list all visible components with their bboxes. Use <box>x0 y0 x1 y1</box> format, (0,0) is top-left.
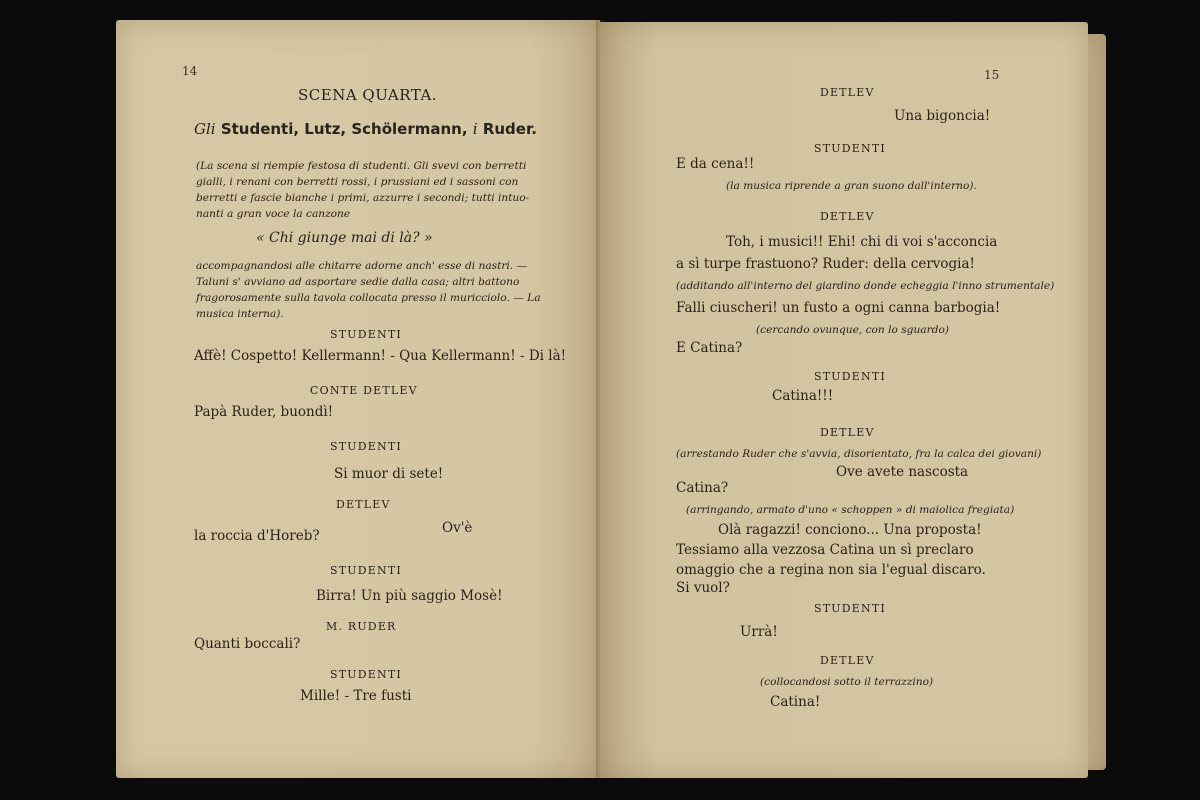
dialogue-line: E da cena!! <box>676 156 755 172</box>
dialogue-line: la roccia d'Horeb? <box>194 528 320 544</box>
dialogue-line: Quanti boccali? <box>194 636 301 652</box>
stage-direction: (cercando ovunque, con lo sguardo) <box>756 324 949 336</box>
dialogue-line: E Catina? <box>676 340 743 356</box>
speaker-name: DETLEV <box>820 210 875 223</box>
dialogue-line: Si muor di sete! <box>334 466 444 482</box>
scene-title: SCENA QUARTA. <box>298 86 438 104</box>
speaker-name: STUDENTI <box>330 564 402 577</box>
dialogue-line: omaggio che a regina non sia l'egual discaro. <box>676 562 986 578</box>
dialogue-line: Catina!!! <box>772 388 834 404</box>
stage-direction-line: Taluni s' avviano ad asportare sedie dalla casa; altri battono <box>196 276 520 288</box>
stage-direction-line: accompagnandosi alle chitarre adorne anch' esse di nastri. — <box>196 260 528 272</box>
stage-direction: (additando all'interno del giardino donde echeggia l'inno strumentale) <box>676 280 1055 292</box>
dialogue-line: Urrà! <box>740 624 778 640</box>
dialogue-line: Si vuol? <box>676 580 730 596</box>
dialogue-line: a sì turpe frastuono? Ruder: della cervogia! <box>676 256 975 272</box>
stage-direction-line: musica interna). <box>196 308 284 320</box>
page-number: 15 <box>984 68 1000 82</box>
speaker-name: STUDENTI <box>814 142 886 155</box>
stage-direction-line: berretti e fascie bianche i primi, azzurre i secondi; tutti intuo- <box>196 192 530 204</box>
stage-direction-line: (La scena si riempie festosa di studenti. Gli svevi con berretti <box>196 160 527 172</box>
speaker-name: STUDENTI <box>330 668 402 681</box>
stage-direction-line: nanti a gran voce la canzone <box>196 208 351 220</box>
dialogue-line: Mille! - Tre fusti <box>300 688 412 704</box>
speaker-name: DETLEV <box>820 654 875 667</box>
dialogue-line: Una bigoncia! <box>894 108 991 124</box>
dialogue-line: Olà ragazzi! conciono... Una proposta! <box>718 522 982 538</box>
stage-direction-line: gialli, i renani con berretti rossi, i prussiani ed i sassoni con <box>196 176 519 188</box>
dialogue-line: Papà Ruder, buondì! <box>194 404 334 420</box>
page-number: 14 <box>182 64 198 78</box>
speaker-name: CONTE DETLEV <box>310 384 418 397</box>
speaker-name: DETLEV <box>820 86 875 99</box>
song-title: « Chi giunge mai di là? » <box>256 230 433 246</box>
dialogue-line: Ov'è <box>442 520 473 536</box>
speaker-name: DETLEV <box>336 498 391 511</box>
left-page <box>116 20 600 778</box>
stage-direction: (arringando, armato d'uno « schoppen » di maiolica fregiata) <box>686 504 1015 516</box>
speaker-name: STUDENTI <box>330 440 402 453</box>
speaker-name: STUDENTI <box>330 328 402 341</box>
dialogue-line: Catina? <box>676 480 729 496</box>
right-page <box>600 22 1088 778</box>
stage-direction: (arrestando Ruder che s'avvia, disorientato, fra la calca dei giovani) <box>676 448 1042 460</box>
dialogue-line: Toh, i musici!! Ehi! chi di voi s'acconcia <box>726 234 998 250</box>
dialogue-line: Catina! <box>770 694 821 710</box>
speaker-name: M. RUDER <box>326 620 397 633</box>
dialogue-line: Tessiamo alla vezzosa Catina un sì preclaro <box>676 542 974 558</box>
speaker-name: STUDENTI <box>814 370 886 383</box>
dialogue-line: Affè! Cospetto! Kellermann! - Qua Kellermann! - Di là! <box>194 348 567 364</box>
stage-direction: (collocandosi sotto il terrazzino) <box>760 676 934 688</box>
characters-line: Gli Studenti, Lutz, Schölermann, i Ruder. <box>194 120 537 138</box>
dialogue-line: Birra! Un più saggio Mosè! <box>316 588 503 604</box>
dialogue-line: Ove avete nascosta <box>836 464 969 480</box>
stage-direction-line: fragorosamente sulla tavola collocata presso il muricciolo. — La <box>196 292 541 304</box>
dialogue-line: Falli ciuscheri! un fusto a ogni canna barbogia! <box>676 300 1001 316</box>
speaker-name: STUDENTI <box>814 602 886 615</box>
speaker-name: DETLEV <box>820 426 875 439</box>
stage-direction: (la musica riprende a gran suono dall'interno). <box>726 180 977 192</box>
